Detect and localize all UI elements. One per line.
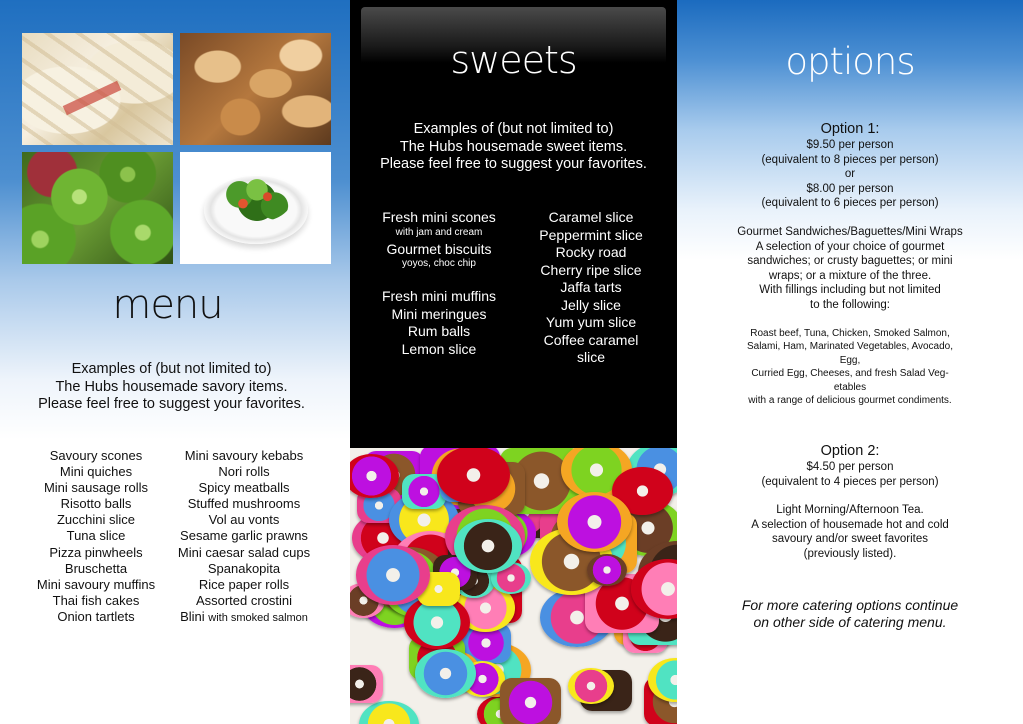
list-item: Mini quiches <box>59 464 133 480</box>
apples-photo <box>22 152 173 264</box>
list-item: Spanakopita <box>207 560 281 576</box>
salad-greens <box>222 176 292 222</box>
or-text: or <box>844 168 856 181</box>
option-heading: Option 2: <box>820 443 880 459</box>
equivalent: (equivalent to 8 pieces per person) <box>761 153 939 166</box>
desc-line: With fillings including but not limited <box>759 284 941 297</box>
intro-line: The Hubs housemade savory items. <box>55 378 288 395</box>
intro-line: Examples of (but not limited to) <box>413 121 614 137</box>
desc-line: (previously listed). <box>803 547 897 560</box>
list-item: Mini sausage rolls <box>43 480 149 496</box>
list-item: Jaffa tarts <box>560 279 622 295</box>
treat-shape <box>454 519 522 574</box>
middle-panel <box>350 0 677 724</box>
list-item: Assorted crostini <box>195 592 293 608</box>
equivalent: (equivalent to 4 pieces per person) <box>761 475 939 488</box>
list-item: Bruschetta <box>64 560 128 576</box>
treat-shape <box>500 678 561 724</box>
list-item: Mini caesar salad cups <box>177 544 311 560</box>
list-item: Rum balls <box>407 323 471 339</box>
fillings-line: Curried Egg, Cheeses, and fresh Salad Veg- <box>751 368 949 380</box>
list-item: Cherry ripe slice <box>540 261 642 278</box>
list-item: Lemon slice <box>401 340 477 357</box>
list-item: Fresh mini muffins <box>381 288 497 304</box>
price: $9.50 per person <box>806 139 894 151</box>
list-item: Spicy meatballs <box>198 480 290 496</box>
treat-shape <box>557 492 632 552</box>
spacer <box>364 272 514 288</box>
savory-list-col1 <box>28 448 164 625</box>
desc-line: sandwiches; or crusty baguettes; or mini <box>747 255 953 268</box>
desc-line: savoury and/or sweet favorites <box>772 533 928 546</box>
treat-shape <box>415 649 476 698</box>
spacer <box>677 489 1023 503</box>
fillings-line: Egg, <box>839 354 861 366</box>
savory-intro <box>0 361 343 414</box>
price: $8.00 per person <box>806 182 894 195</box>
salad-photo <box>180 152 331 264</box>
list-item-note: yoyos, choc chip <box>402 258 476 269</box>
treat-shape <box>359 701 419 724</box>
list-item: Rocky road <box>555 244 627 260</box>
spacer <box>677 211 1023 225</box>
fillings-line: Salami, Ham, Marinated Vegetables, Avocado, <box>746 341 954 353</box>
list-item: Savoury scones <box>49 448 143 463</box>
options-title: options <box>785 40 915 83</box>
price: $4.50 per person <box>806 461 894 473</box>
desc-line: A selection of housemade hot and cold <box>751 518 949 531</box>
spacer <box>677 313 1023 327</box>
treat-shape <box>568 668 614 705</box>
intro-line: Please feel free to suggest your favorites. <box>38 396 305 412</box>
treat-shape <box>350 665 383 703</box>
footer-line: on other side of catering menu. <box>753 614 947 630</box>
list-item: Mini savoury kebabs <box>184 448 304 463</box>
list-item: Nori rolls <box>218 464 270 480</box>
blini-note: with smoked salmon <box>208 611 308 624</box>
list-item: Risotto balls <box>60 496 132 512</box>
pastries-photo <box>180 33 331 145</box>
desc-line: Gourmet Sandwiches/Baguettes/Mini Wraps <box>737 225 963 238</box>
list-item: Sesame garlic prawns <box>180 528 308 544</box>
list-item: Pizza pinwheels <box>49 544 143 560</box>
list-item: Onion tartlets <box>57 608 135 624</box>
intro-line: Examples of (but not limited to) <box>71 361 272 377</box>
footer-note <box>677 597 1023 631</box>
list-item: Peppermint slice <box>539 226 643 243</box>
list-item: Rice paper rolls <box>198 576 290 592</box>
list-item: Gourmet biscuits <box>386 240 492 257</box>
sandwiches-photo <box>22 33 173 145</box>
desc-line: to the following: <box>810 298 890 311</box>
sweets-photo <box>350 448 677 724</box>
list-item-note: with jam and cream <box>395 226 483 238</box>
option-heading: Option 1: <box>820 121 880 137</box>
sweets-intro <box>350 121 677 174</box>
sweets-list-col2 <box>520 209 662 367</box>
list-item: Stuffed mushrooms <box>187 496 301 512</box>
list-item: Thai fish cakes <box>52 592 140 608</box>
option-1 <box>677 121 1023 408</box>
list-item: Zucchini slice <box>56 512 136 528</box>
equivalent: (equivalent to 6 pieces per person) <box>761 197 939 210</box>
intro-line: The Hubs housemade sweet items. <box>399 138 628 155</box>
list-item: Tuna slice <box>66 528 126 544</box>
list-item: Jelly slice <box>561 296 621 313</box>
intro-line: Please feel free to suggest your favorites. <box>380 156 647 172</box>
list-item: Caramel slice <box>548 209 634 225</box>
list-item: Coffee caramel <box>543 331 639 348</box>
menu-title: menu <box>112 282 223 328</box>
blini-name: Blini <box>180 608 205 624</box>
fillings-line: Roast beef, Tuna, Chicken, Smoked Salmon, <box>750 327 950 339</box>
sweets-title: sweets <box>450 38 577 82</box>
list-item: Vol au vonts <box>208 512 280 528</box>
fillings-line: with a range of delicious gourmet condiments. <box>748 395 952 407</box>
list-item: Mini savoury muffins <box>36 576 156 592</box>
desc-line: A selection of your choice of gourmet <box>755 240 945 253</box>
right-panel <box>677 0 1023 724</box>
list-item: Mini meringues <box>391 305 487 322</box>
desc-line: wraps; or a mixture of the three. <box>768 269 932 282</box>
list-item: Fresh mini scones <box>382 209 496 225</box>
fillings-line: etables <box>833 381 867 393</box>
option-2 <box>677 443 1023 562</box>
list-item: slice <box>576 349 605 365</box>
list-item-blini <box>170 609 318 626</box>
list-item: Yum yum slice <box>545 314 637 330</box>
left-panel <box>0 0 350 724</box>
treat-shape <box>437 448 510 504</box>
sweets-list-col1 <box>364 209 514 358</box>
desc-line: Light Morning/Afternoon Tea. <box>776 504 924 517</box>
footer-line: For more catering options continue <box>741 597 959 613</box>
treat-shape <box>356 545 430 604</box>
savory-list-col2 <box>170 448 318 626</box>
